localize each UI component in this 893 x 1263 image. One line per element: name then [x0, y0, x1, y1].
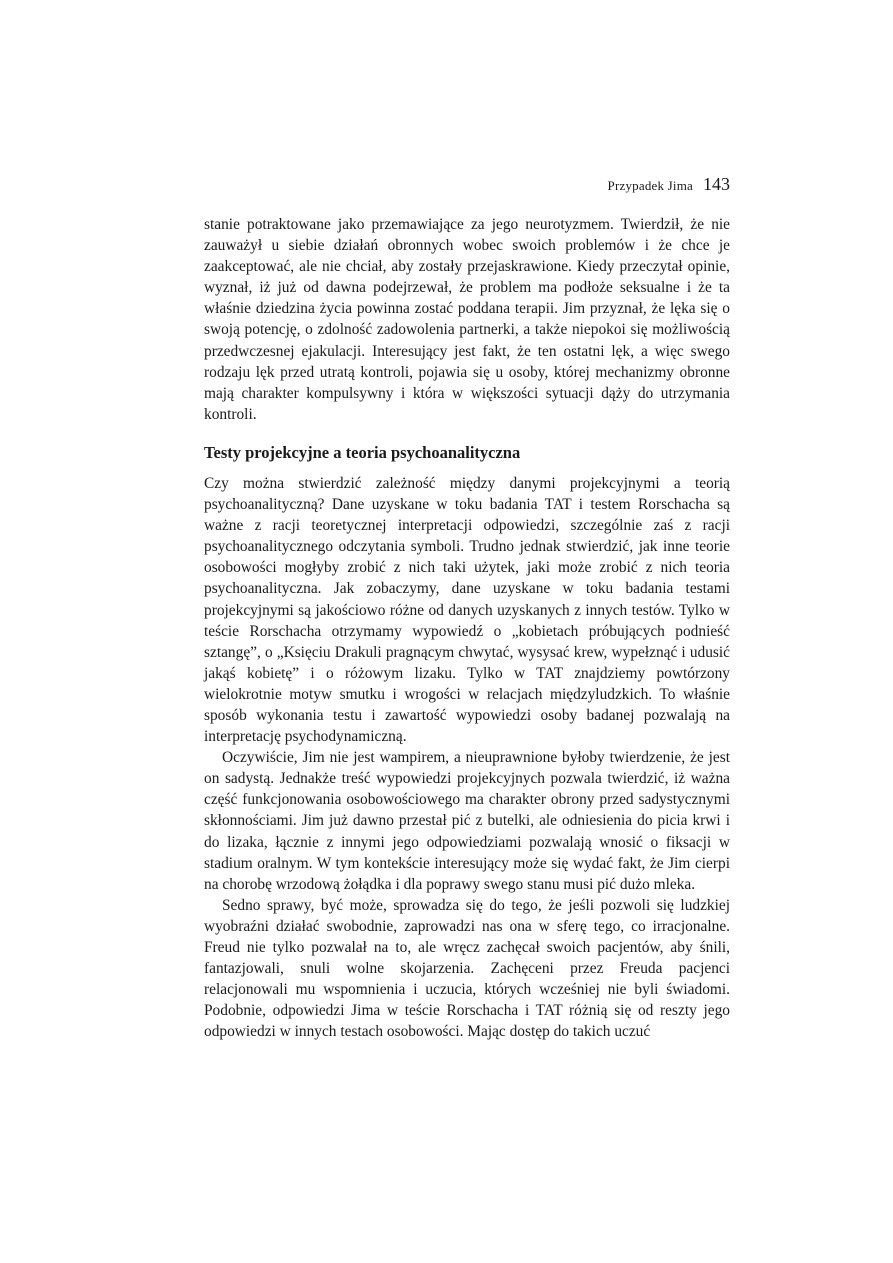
body-text	[204, 214, 730, 1042]
paragraph-continuation: stanie potraktowane jako przemawiające za jego neurotyzmem. Twierdził, że nie zauważył u siebie działań obronnych wobec swoich problemów i że chce je zaakceptować, ale nie chciał, aby zostały przejaskrawione. Kiedy przeczytał opinie, wyznał, iż już od dawna podejrzewał, że problem ma podłoże seksualne i że ta właśnie dziedzina życia powinna zostać poddana terapii. Jim przyznał, że lęka się o swoją potencję, o zdolność zadowolenia partnerki, a także niepokoi się możliwością przedwczesnej ejakulacji. Interesujący jest fakt, że ten ostatni lęk, a więc swego rodzaju lęk przed utratą kontroli, pojawia się u osoby, której mechanizmy obronne mają charakter kompulsywny i która w większości sytuacji dąży do utrzymania kontroli.	[204, 216, 730, 423]
paragraph: Czy można stwierdzić zależność między danymi projekcyjnymi a teorią psychoanalityczną? Dane uzyskane w toku badania TAT i testem Rorschacha są ważne z racji teoretycznej interpretacji odpowiedzi, szczególnie zaś z racji psychoanalitycznego odczytania symboli. Trudno jednak stwierdzić, jak inne teorie osobowości mogłyby zrobić z nich taki użytek, jaki może zrobić z nich teoria psychoanalityczna. Jak zobaczymy, dane uzyskane w toku badania testami projekcyjnymi są jakościowo różne od danych uzyskanych z innych testów. Tylko w teście Rorschacha otrzymamy wypowiedź o „kobietach próbujących podnieść sztangę”, o „Księciu Drakuli pragnącym chwytać, wysysać krew, wypełznąć i udusić jakąś kobietę” i o różowym lizaku. Tylko w TAT znajdziemy powtórzony wielokrotnie motyw smutku i wrogości w relacjach międzyludzkich. To właśnie sposób wykonania testu i zawartość wypowiedzi osoby badanej pozwalają na interpretację psychodynamiczną.	[204, 474, 730, 746]
section-heading: Testy projekcyjne a teoria psychoanalityczna	[204, 442, 521, 462]
paragraph: Oczywiście, Jim nie jest wampirem, a nieuprawnione byłoby twierdzenie, że jest on sadystą. Jednakże treść wypowiedzi projekcyjnych pozwala twierdzić, iż ważna część funkcjonowania osobowościowego ma charakter obrony przed sadystycznymi skłonnościami. Jim już dawno przestał pić z butelki, ale odniesienia do picia krwi i do lizaka, łącznie z innymi jego odpowiedziami pozwalają wnosić o fiksacji w stadium oralnym. W tym kontekście interesujący może się wydać fakt, że Jim cierpi na chorobę wrzodową żołądka i dla poprawy swego stanu musi pić dużo mleka.	[204, 749, 730, 893]
paragraph: Sedno sprawy, być może, sprowadza się do tego, że jeśli pozwoli się ludzkiej wyobraźni działać swobodnie, zaprowadzi nas ona w sferę tego, co irracjonalne. Freud nie tylko pozwalał na to, ale wręcz zachęcał swoich pacjentów, aby śnili, fantazjowali, snuli wolne skojarzenia. Zachęceni przez Freuda pacjenci relacjonowali mu wspomnienia i uczucia, których wcześniej nie byli świadomi. Podobnie, odpowiedzi Jima w teście Rorschacha i TAT różnią się od reszty jego odpowiedzi w innych testach osobowości. Mając dostęp do takich uczuć	[204, 896, 730, 1041]
running-head-title: Przypadek Jima	[607, 178, 693, 193]
page-number: 143	[703, 174, 730, 194]
running-head	[608, 174, 730, 195]
